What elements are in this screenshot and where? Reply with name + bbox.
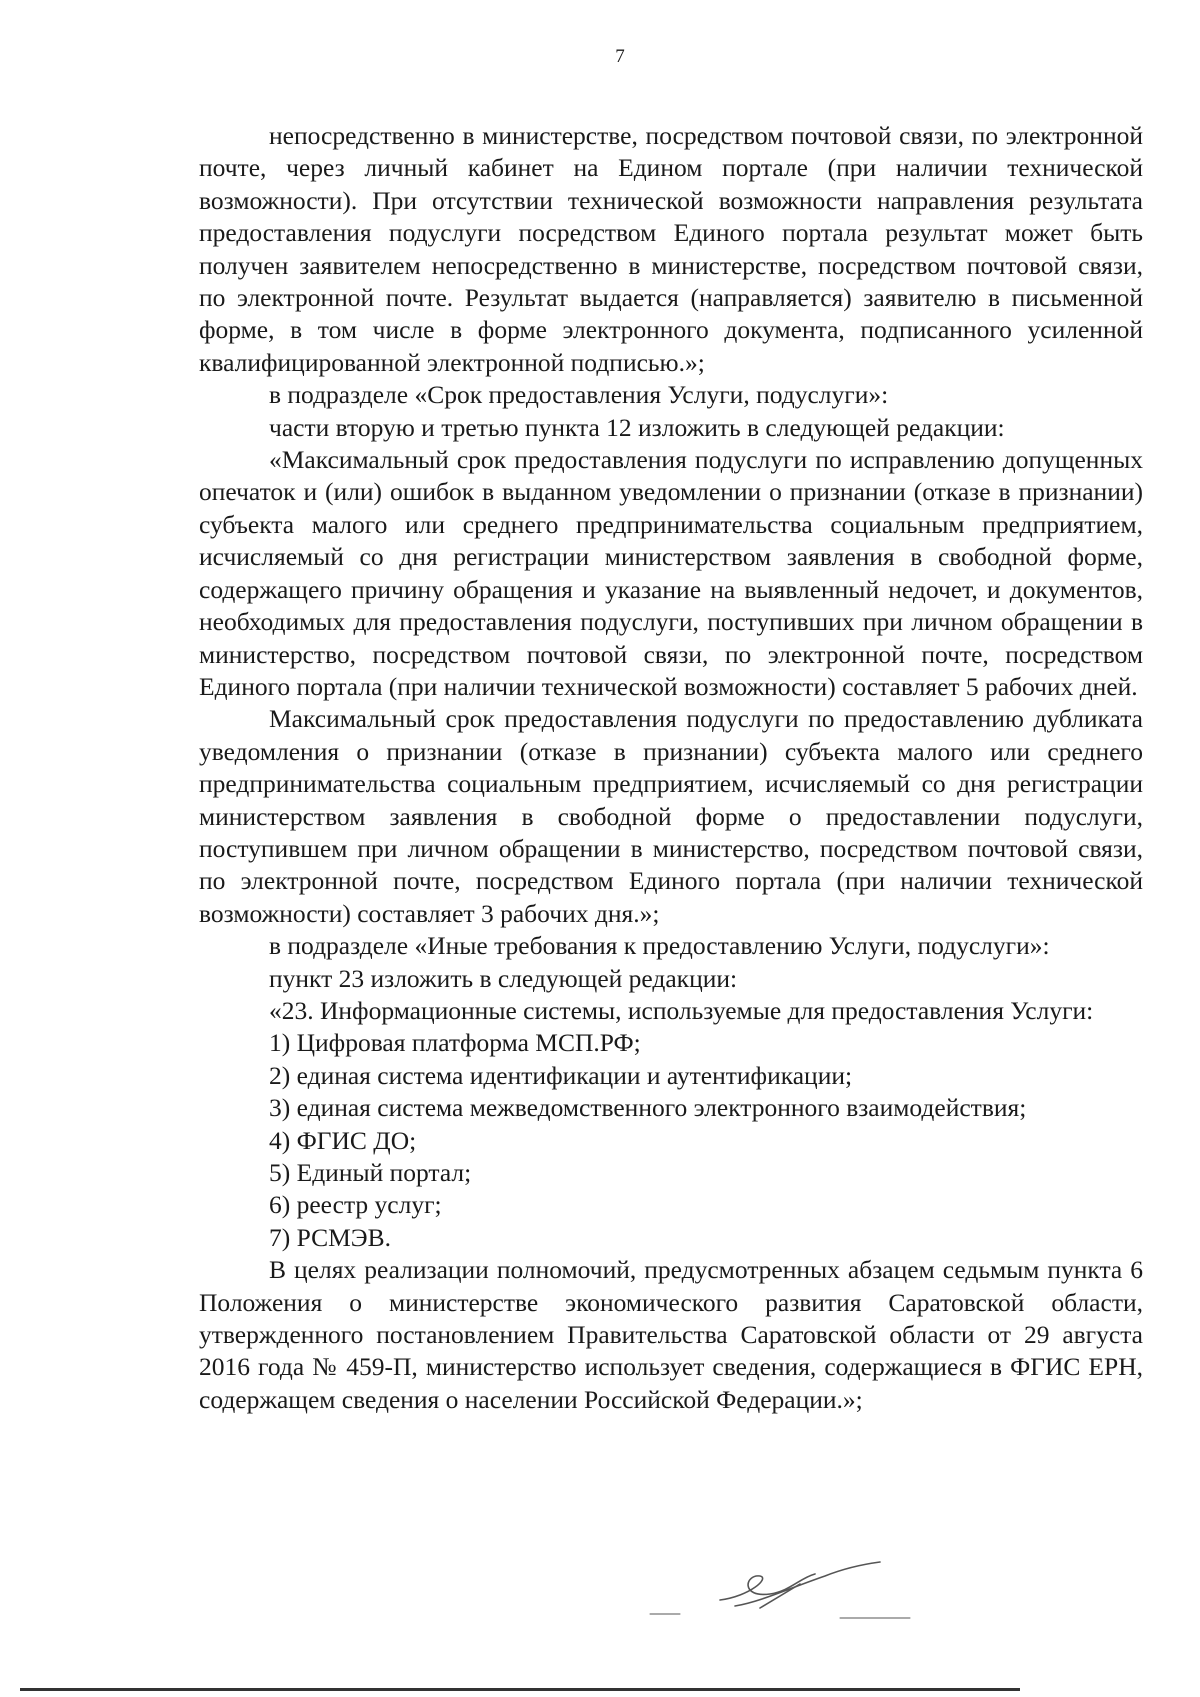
list-item: 3) единая система межведомственного электронного взаимодействия; xyxy=(269,1093,1027,1123)
list-item: 6) реестр услуг; xyxy=(269,1190,442,1220)
list-item: 5) Единый портал; xyxy=(269,1158,472,1187)
paragraph-max-term-correction: «Максимальный срок предоставления подуслуги по исправлению допущенных опечаток и (или) ошибок в выданном уведомлении о признании (отказе в признании) субъекта малого или среднего предпринимательства социальным предприятием, исчисляемый со дня регистрации министерством заявления в свободной форме, содержащего причину обращения и указание на выявленный недочет, и документов, необходимых для предоставления подуслуги, поступивших при личном обращении в министерство, посредством почтовой связи, по электронной почте, посредством Единого портала (при наличии технической возможности) составляет 5 рабочих дней. xyxy=(199,445,1143,701)
paragraph-parts-clause-12: части вторую и третью пункта 12 изложить в следующей редакции: xyxy=(269,412,1005,442)
list-item: 7) РСМЭВ. xyxy=(269,1222,392,1252)
list-item: 4) ФГИС ДО; xyxy=(269,1125,417,1155)
closing-paragraph: В целях реализации полномочий, предусмотренных абзацем седьмым пункта 6 Положения о министерстве экономического развития Саратовской области, утвержденного постановлением Правительства Саратовской области от 29 августа 2016 года № 459-П, министерство использует сведения, содержащиеся в ФГИС ЕРН, содержащем сведения о населении Российской Федерации.»; xyxy=(199,1255,1143,1414)
paragraph-max-term-duplicate: Максимальный срок предоставления подуслуги по предоставлению дубликата уведомления о признании (отказе в признании) субъекта малого или среднего предпринимательства социальным предприятием, исчисляемый со дня регистрации министерством заявления в свободной форме о предоставлении подуслуги, поступившем при личном обращении в министерство, посредством почтовой связи, по электронной почте, посредством Единого портала (при наличии технической возможности) составляет 3 рабочих дня.»; xyxy=(199,704,1143,928)
paragraph-subsection-other: в подразделе «Иные требования к предоставлению Услуги, подуслуги»: xyxy=(269,931,1050,961)
paragraph-clause-23: «23. Информационные системы, используемые для предоставления Услуги: xyxy=(269,995,1094,1025)
paragraph-subsection-term: в подразделе «Срок предоставления Услуги, подуслуги»: xyxy=(269,380,889,410)
list-item: 1) Цифровая платформа МСП.РФ; xyxy=(269,1028,641,1058)
list-item: 2) единая система идентификации и аутентификации; xyxy=(269,1060,853,1090)
bottom-rule xyxy=(20,1688,1020,1691)
page-number: 7 xyxy=(615,46,625,67)
paragraph-1: непосредственно в министерстве, посредством почтовой связи, по электронной почте, через личный кабинет на Едином портале (при наличии технической возможности). При отсутствии технической возможности направления результата предоставления подуслуги посредством Единого портала результат может быть получен заявителем непосредственно в министерстве, посредством почтовой связи, по электронной почте. Результат выдается (направляется) заявителю в письменной форме, в том числе в форме электронного документа, подписанного усиленной квалифицированной электронной подписью.»; xyxy=(199,121,1143,377)
paragraph-clause-23-intro: пункт 23 изложить в следующей редакции: xyxy=(269,963,738,993)
signature-mark xyxy=(640,1548,940,1628)
document-body xyxy=(199,120,1143,1416)
